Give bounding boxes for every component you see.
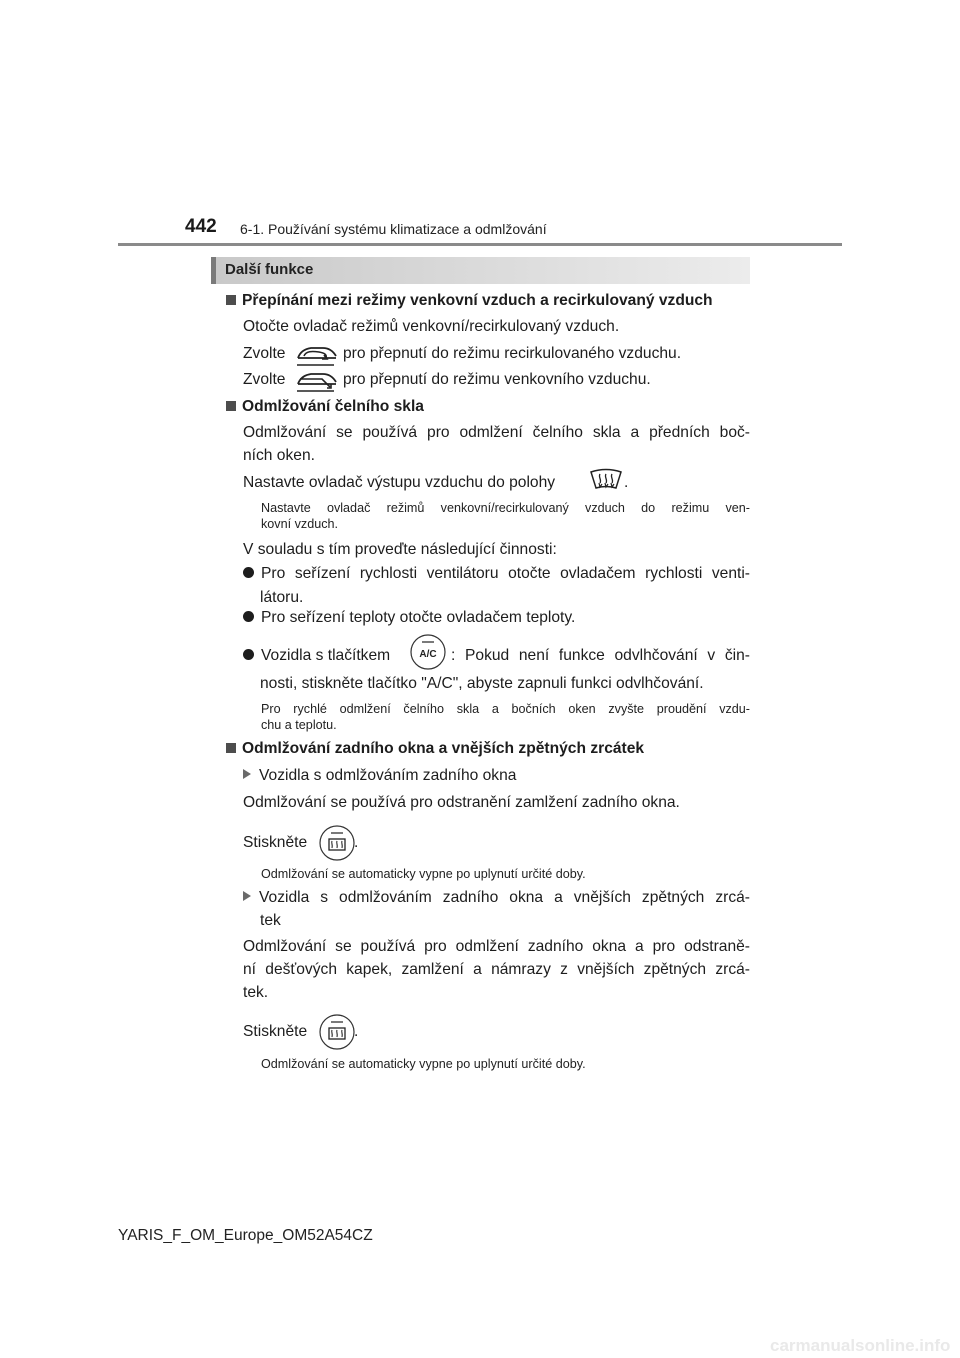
- square-bullet-icon: [226, 743, 236, 753]
- bullet-text: : Pokud není funkce odvlhčování v čin-: [451, 647, 750, 664]
- bullet-text: Pro seřízení rychlosti ventilátoru otočte ovladačem rychlosti venti-: [261, 565, 750, 582]
- bullet-item-cont: látoru.: [260, 589, 304, 606]
- paragraph: pro přepnutí do režimu recirkulovaného vzduchu.: [343, 345, 682, 362]
- bullet-text: Vozidla s tlačítkem: [261, 647, 391, 664]
- bullet-item: [243, 608, 575, 628]
- bullet-item-cont: nosti, stiskněte tlačítko "A/C", abyste zapnuli funkci odvlhčování.: [260, 675, 704, 692]
- paragraph: .: [624, 474, 629, 491]
- bullet-item: [243, 646, 390, 666]
- subsection-title-text: Přepínání mezi režimy venkovní vzduch a recirkulovaný vzduch: [242, 292, 713, 309]
- bullet-text-cont: [451, 646, 750, 666]
- paragraph: ních oken.: [243, 447, 315, 464]
- windshield-defrost-icon: [588, 466, 624, 494]
- note: chu a teplotu.: [261, 718, 337, 732]
- sub-heading-text: Vozidla s odmlžováním zadního okna: [259, 767, 517, 784]
- paragraph: .: [354, 1023, 359, 1040]
- paragraph: Odmlžování se používá pro odstranění zamlžení zadního okna.: [243, 794, 680, 811]
- paragraph: Odmlžování se používá pro odmlžení čelního skla a předních boč-: [243, 424, 750, 441]
- footer-doc-id: YARIS_F_OM_Europe_OM52A54CZ: [118, 1227, 373, 1244]
- recirculated-air-icon: [294, 339, 340, 367]
- sub-heading: [243, 888, 750, 908]
- sub-heading-text: Vozidla s odmlžováním zadního okna a vnějších zpětných zrcá-: [259, 889, 750, 906]
- note: kovní vzduch.: [261, 517, 339, 531]
- ac-label: A/C: [419, 649, 437, 660]
- note: Odmlžování se automaticky vypne po uplynutí určité doby.: [261, 867, 586, 881]
- bullet-dot-icon: [243, 611, 254, 622]
- rear-defogger-button-icon: [318, 824, 359, 862]
- watermark: carmanualsonline.info: [770, 1336, 951, 1355]
- paragraph: ní dešťových kapek, zamlžení a námrazy z vnějších zpětných zrcá-: [243, 961, 750, 978]
- subsection-title-text: Odmlžování zadního okna a vnějších zpětných zrcátek: [242, 740, 645, 757]
- chapter-title: 6-1. Používání systému klimatizace a odmlžování: [240, 221, 547, 237]
- paragraph: Stiskněte: [243, 834, 308, 851]
- paragraph: .: [354, 834, 359, 851]
- note: Odmlžování se automaticky vypne po uplynutí určité doby.: [261, 1057, 586, 1071]
- note: Pro rychlé odmlžení čelního skla a bočních oken zvyšte proudění vzdu-: [261, 702, 750, 716]
- section-title: Další funkce: [225, 261, 314, 278]
- subsection-title-recirculation: [226, 291, 713, 311]
- square-bullet-icon: [226, 295, 236, 305]
- paragraph: Otočte ovladač režimů venkovní/recirkulovaný vzduch.: [243, 318, 620, 335]
- square-bullet-icon: [226, 401, 236, 411]
- paragraph: Nastavte ovladač výstupu vzduchu do polohy: [243, 474, 556, 491]
- paragraph: Zvolte: [243, 371, 286, 388]
- outside-air-icon: [294, 365, 340, 393]
- subsection-title-rear-window: [226, 739, 644, 759]
- sub-heading-cont: tek: [260, 912, 281, 929]
- triangle-bullet-icon: [243, 769, 251, 779]
- triangle-bullet-icon: [243, 891, 251, 901]
- sub-heading: [243, 766, 516, 786]
- bullet-dot-icon: [243, 649, 254, 660]
- note: Nastavte ovladač režimů venkovní/recirkulovaný vzduch do režimu ven-: [261, 501, 750, 515]
- bullet-text: Pro seřízení teploty otočte ovladačem teploty.: [261, 609, 576, 626]
- ac-button-icon: [409, 633, 447, 671]
- bullet-dot-icon: [243, 567, 254, 578]
- paragraph: tek.: [243, 984, 269, 1001]
- subsection-title-windshield: [226, 397, 424, 417]
- rear-defogger-button-icon: [318, 1013, 359, 1051]
- paragraph: Stiskněte: [243, 1023, 308, 1040]
- paragraph: Odmlžování se používá pro odmlžení zadního okna a pro odstraně-: [243, 938, 750, 955]
- subsection-title-text: Odmlžování čelního skla: [242, 398, 424, 415]
- paragraph: pro přepnutí do režimu venkovního vzduchu.: [343, 371, 651, 388]
- page-number: 442: [185, 216, 217, 237]
- paragraph: Zvolte: [243, 345, 286, 362]
- paragraph: V souladu s tím proveďte následující činnosti:: [243, 541, 557, 558]
- bullet-item: [243, 564, 750, 584]
